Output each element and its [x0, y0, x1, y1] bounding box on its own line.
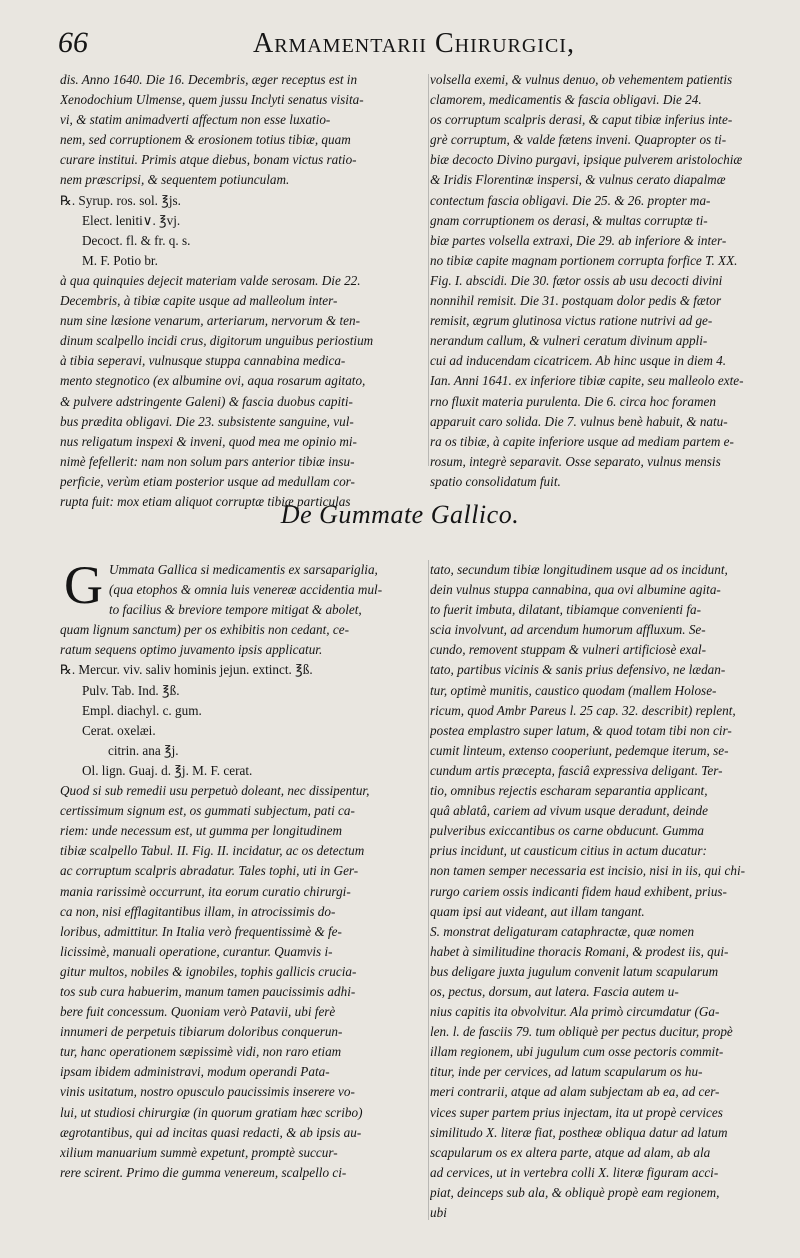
- text-line: rurgo cariem ossis indicanti fidem haud exhibent, prius-: [430, 883, 727, 899]
- text-line: mento stegnotico (ex albumine ovi, aqua rosarum agitato,: [60, 373, 366, 389]
- bottom-left-text: [60, 781, 424, 1183]
- text-line: ℞. Syrup. ros. sol. ℥js.: [60, 192, 181, 208]
- text-line: gitur multos, nobiles & ignobiles, tophis gallicis crucia-: [60, 963, 357, 979]
- text-line: (qua etophos & omnia luis venereæ accidentia mul-: [109, 582, 383, 598]
- text-line: scapularum os ex altera parte, atque ad alam, ab ala: [430, 1144, 711, 1160]
- text-line: Elect. leniti∨. ℥vj.: [82, 212, 181, 228]
- text-line: no tibiæ capite magnam portionem corrupta forfice T. XX.: [430, 252, 738, 268]
- text-line: grè corruptum, & valde fætens inveni. Quapropter os ti-: [430, 132, 727, 148]
- text-line: M. F. Potio br.: [82, 252, 158, 268]
- text-line: ℞. Mercur. viv. saliv hominis jejun. extinct. ℥ß.: [60, 662, 313, 678]
- text-line: nem, sed corruptionem & erosionem totius tibiæ, quam: [60, 132, 351, 148]
- text-line: dein vulnus stuppa cannabina, qua ovi albumine agita-: [430, 582, 721, 598]
- text-line: cui ad inducendam cicatricem. Ab hinc usque in diem 4.: [430, 353, 727, 369]
- text-line: biæ decocto Divino purgavi, ipsique pulverem aristolochiæ: [430, 152, 743, 168]
- text-line: piat, deinceps sub ala, & obliquè propè eam regionem,: [430, 1184, 720, 1200]
- text-line: tato, secundum tibiæ longitudinem usque ad os incidunt,: [430, 562, 728, 577]
- text-line: à tibia seperavi, vulnusque stuppa cannabina medica-: [60, 353, 346, 369]
- top-right-column: [430, 70, 778, 492]
- text-line: rosum, integrè separavit. Osse separato, vulnus mensis: [430, 453, 721, 469]
- text-line: illam regionem, ubi jugulum cum osse pectoris commit-: [430, 1044, 724, 1060]
- text-line: num sine læsione venarum, arteriarum, nervorum & ten-: [60, 313, 360, 329]
- text-line: ricum, quod Ambr Pareus l. 25 cap. 32. describit) replent,: [430, 702, 736, 718]
- text-line: vices super partem prius injectam, ita ut propè cervices: [430, 1104, 723, 1120]
- text-line: dinum scalpello incidi crus, digitorum unguibus periostium: [60, 333, 374, 349]
- intro-paragraph: [60, 555, 424, 660]
- text-line: citrin. ana ℥j.: [108, 742, 179, 758]
- text-line: Pulv. Tab. Ind. ℥ß.: [82, 682, 180, 698]
- column-divider: [428, 74, 429, 466]
- text-line: nonnihil remisit. Die 31. postquam dolor pedis & fætor: [430, 293, 722, 309]
- text-line: dis. Anno 1640. Die 16. Decembris, æger receptus est in: [60, 72, 358, 87]
- text-line: bus deligare juxta jugulum convenit latum scapularum: [430, 963, 719, 979]
- text-line: curare institui. Primis atque diebus, bonam victus ratio-: [60, 152, 357, 168]
- text-line: quam ipsi aut videant, aut illam tangant.: [430, 903, 645, 919]
- text-line: tos sub cura habuerim, manum tamen paucissimis adhi-: [60, 983, 356, 999]
- drop-cap: G: [64, 555, 103, 615]
- text-line: Cerat. oxelæi.: [82, 722, 156, 738]
- text-line: tio, omnibus rejectis escharam separantia applicant,: [430, 783, 708, 799]
- text-line: titur, inde per cervices, ad latum scapularum os hu-: [430, 1064, 703, 1080]
- text-line: nius capitis ita obvolvitur. Ala primò circumdatur (Ga-: [430, 1004, 720, 1020]
- text-line: vinis usitatum, nostro opusculo paucissimis inserere vo-: [60, 1084, 355, 1100]
- text-line: volsella exemi, & vulnus denuo, ob vehementem patientis: [430, 72, 733, 87]
- page-header: [58, 26, 760, 66]
- text-line: Xenodochium Ulmense, quem jussu Inclyti senatus visita-: [60, 92, 364, 108]
- text-line: à qua quinquies dejecit materiam valde serosam. Die 22.: [60, 272, 361, 288]
- text-line: & Iridis Florentinæ inspersi, & vulnus cerato diapalmæ: [430, 172, 726, 188]
- prescription-cerate: [60, 660, 424, 781]
- text-line: remisit, ægrum glutinosa victus ratione nutrivi ad ge-: [430, 313, 713, 329]
- top-right-text: [430, 70, 778, 492]
- text-line: ratum sequens optimo juvamento ipsis applicatur.: [60, 642, 323, 658]
- text-line: mania rarissimè occurrunt, ita eorum curatio chirurgi-: [60, 883, 351, 899]
- text-line: cundo, removent stuppam & vulneri artificiosè exal-: [430, 642, 707, 658]
- text-line: Fig. I. abscidi. Die 30. fætor ossis ab usu decocti divini: [430, 272, 723, 288]
- text-line: loribus, admittitur. In Italia verò frequentissimè & fe-: [60, 923, 342, 939]
- text-line: nus religatum inspexi & inveni, quod mea me opinio mi-: [60, 433, 357, 449]
- text-line: spatio consolidatum fuit.: [430, 473, 561, 489]
- text-line: tato, partibus vicinis & sanis prius defensivo, ne lædan-: [430, 662, 726, 678]
- text-line: Empl. diachyl. c. gum.: [82, 702, 202, 718]
- text-line: non tamen semper necessaria est incisio, nisi in iis, qui chi-: [430, 863, 745, 879]
- text-line: ægrotantibus, qui ad incitas quasi redacti, & ab ipsis au-: [60, 1124, 362, 1140]
- top-left-text: [60, 70, 423, 191]
- text-line: postea emplastro super latum, & quod totam tibi non cir-: [430, 722, 732, 738]
- text-line: ad cervices, ut in vertebra colli X. literæ figuram acci-: [430, 1164, 719, 1180]
- text-line: gnam corruptionem os derasi, & multas corruptæ ti-: [430, 212, 708, 228]
- text-line: habet à similitudine thoracis Romani, & prodest iis, qui-: [430, 943, 729, 959]
- text-line: riem: unde necessum est, ut gumma per longitudinem: [60, 823, 343, 839]
- text-line: quam lignum sanctum) per os exhibitis non cedant, ce-: [60, 622, 349, 638]
- bottom-right-column: [430, 560, 780, 1223]
- text-line: rno fluxit materia purulenta. Die 6. circa hoc foramen: [430, 393, 716, 409]
- text-line: ubi: [430, 1205, 447, 1220]
- text-line: meri contrarii, atque ad alam subjectam ab ea, ad cer-: [430, 1084, 720, 1100]
- text-line: apparuit caro solida. Die 7. vulnus benè habuit, & natu-: [430, 413, 728, 429]
- text-line: Decoct. fl. & fr. q. s.: [82, 232, 191, 248]
- text-line: bere fuit concessum. Quoniam verò Patavii, ubi ferè: [60, 1004, 336, 1020]
- section-title: De Gummate Gallico.: [280, 500, 520, 529]
- text-line: tur, optimè munitis, caustico quodam (mallem Holose-: [430, 682, 717, 698]
- text-line: xilium manuarium summè expetunt, promptè succur-: [60, 1144, 338, 1160]
- top-left-column: [60, 70, 423, 512]
- running-title: Armamentarii Chirurgici,: [253, 28, 575, 59]
- text-line: cumit linteum, extenso cooperiunt, pedemque iterum, se-: [430, 742, 729, 758]
- column-divider-bottom: [428, 560, 429, 1220]
- bottom-right-text: [430, 560, 780, 1223]
- text-line: Decembris, à tibiæ capite usque ad malleolum inter-: [60, 293, 338, 309]
- text-line: tibiæ scalpello Tabul. II. Fig. II. incidatur, ac os detectum: [60, 843, 365, 859]
- text-line: nimè fefellerit: nam non solum pars anterior tibiæ insu-: [60, 453, 355, 469]
- bottom-left-column: [60, 555, 424, 1183]
- text-line: Ol. lign. Guaj. d. ℥j. M. F. cerat.: [82, 762, 253, 778]
- text-line: Ian. Anni 1641. ex inferiore tibiæ capite, seu malleolo exte-: [430, 373, 744, 389]
- text-line: cundum artis præcepta, fasciâ expressiva deligant. Ter-: [430, 762, 723, 778]
- text-line: pulveribus exiccantibus os carne obducunt. Gumma: [430, 823, 704, 839]
- text-line: ac corruptum scalpris abradatur. Tales tophi, uti in Ger-: [60, 863, 359, 879]
- text-line: prius incidunt, ut causticum citius in actum ducatur:: [430, 843, 707, 859]
- text-line: ra os tibiæ, à capite inferiore usque ad mediam partem e-: [430, 433, 734, 449]
- top-left-text-continued: [60, 271, 423, 512]
- text-line: lui, ut studiosi chirurgiæ (in quorum gratiam hæc scribo): [60, 1104, 363, 1120]
- text-line: Quod si sub remedii usu perpetuò doleant, nec dissipentur,: [60, 783, 370, 799]
- text-line: scia involvunt, ad arcendum humorum affluxum. Se-: [430, 622, 706, 638]
- text-line: clamorem, medicamentis & fascia obligavi. Die 24.: [430, 92, 702, 108]
- text-line: bus prædita obligavi. Die 23. subsistente sanguine, vul-: [60, 413, 354, 429]
- text-line: rupta fuit: mox etiam aliquot corruptæ tibiæ particulas: [60, 493, 351, 509]
- text-line: to facilius & breviore tempore mitigat & abolet,: [109, 602, 362, 618]
- text-line: os corruptum scalpris derasi, & caput tibiæ inferius inte-: [430, 112, 733, 128]
- text-line: certissimum signum est, os gummati subjectum, pati ca-: [60, 803, 355, 819]
- text-line: perficie, verùm etiam posterior usque ad medullam cor-: [60, 473, 355, 489]
- page-number: 66: [58, 26, 88, 59]
- text-line: & pulvere adstringente Galeni) & fascia duobus capiti-: [60, 393, 353, 409]
- text-line: len. l. de fasciis 79. tum obliquè per pectus ducitur, propè: [430, 1024, 733, 1040]
- text-line: similitudo X. literæ fiat, postheæ obliqua datur ad latum: [430, 1124, 728, 1140]
- text-line: licissimè, manuali operatione, curantur. Quamvis i-: [60, 943, 333, 959]
- text-line: rere scirent. Primo die gumma venereum, scalpello ci-: [60, 1164, 347, 1180]
- prescription-potion: [60, 191, 423, 271]
- text-line: tur, hanc operationem sæpissimè vidi, non raro etiam: [60, 1044, 342, 1060]
- text-line: to fuerit imbuta, dilatant, tibiamque convenienti fa-: [430, 602, 702, 618]
- text-line: ca non, nisi efflagitantibus illam, in atrocissimis do-: [60, 903, 336, 919]
- text-line: os, pectus, dorsum, aut latera. Fascia autem u-: [430, 983, 679, 999]
- text-line: Ummata Gallica si medicamentis ex sarsapariglia,: [109, 562, 378, 577]
- text-line: nerandum callum, & vulneri ceratum divinum appli-: [430, 333, 708, 349]
- text-line: nem præscripsi, & sequentem potiunculam.: [60, 172, 290, 188]
- text-line: ipsam ibidem administravi, modum operandi Pata-: [60, 1064, 330, 1080]
- text-line: biæ partes volsella extraxi, Die 29. ab inferiore & inter-: [430, 232, 727, 248]
- text-line: contectum fascia obligavi. Die 25. & 26. propter ma-: [430, 192, 711, 208]
- text-line: quâ ablatâ, cariem ad vivum usque deradunt, deinde: [430, 803, 708, 819]
- text-line: vi, & statim animadverti affectum non esse luxatio-: [60, 112, 331, 128]
- text-line: S. monstrat deligaturam cataphractæ, quæ nomen: [430, 923, 695, 939]
- text-line: innumeri de perpetuis tibiarum doloribus conquerun-: [60, 1024, 343, 1040]
